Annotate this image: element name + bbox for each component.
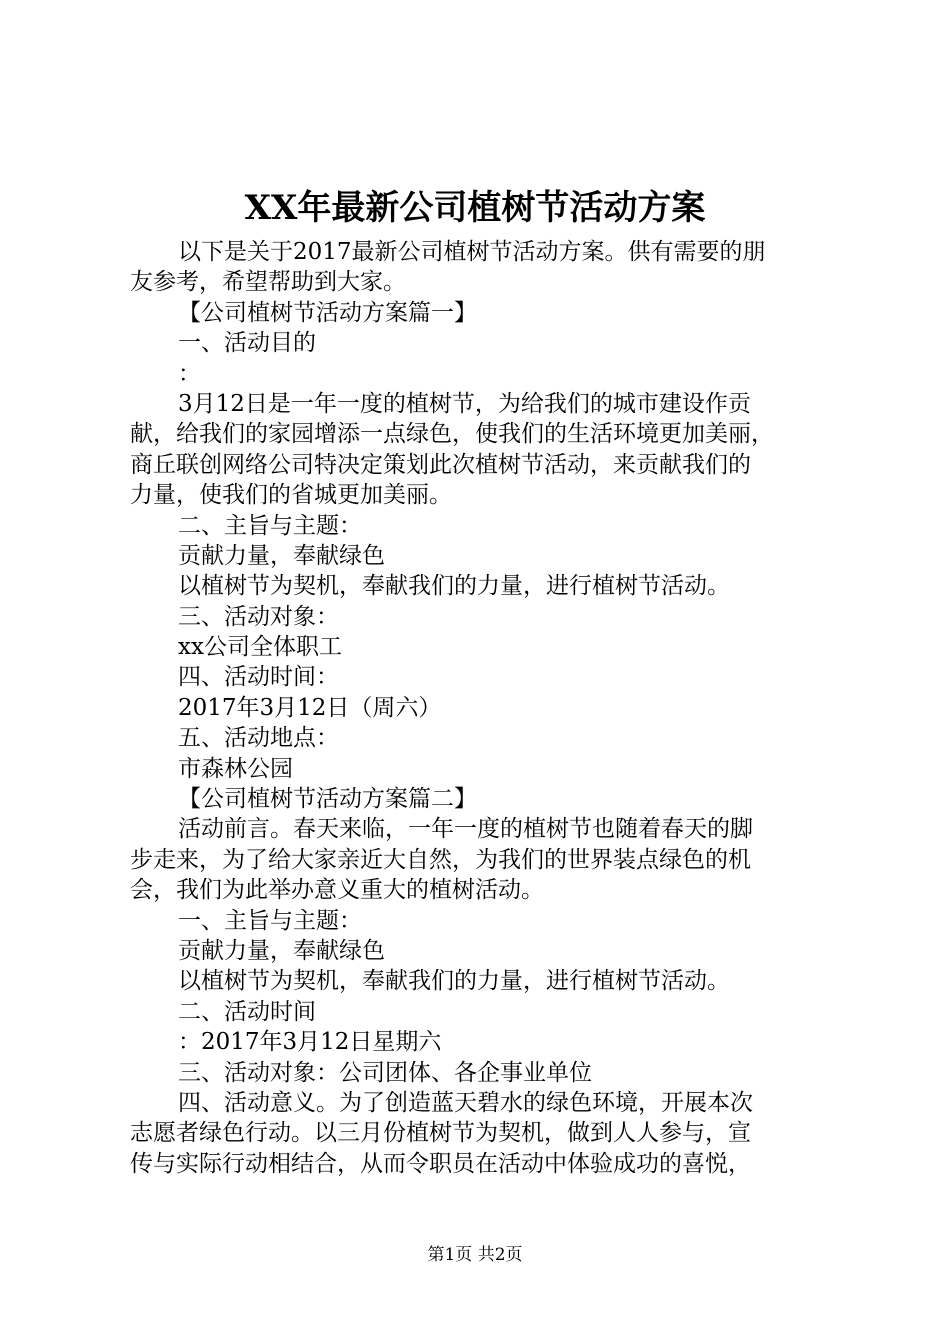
text-line: 3月12日是一年一度的植树节，为给我们的城市建设作贡: [178, 390, 751, 417]
text-line: 力量，使我们的省城更加美丽。: [130, 482, 452, 509]
page-footer: 第1页 共2页: [427, 1245, 523, 1265]
text-line: 以植树节为契机，奉献我们的力量，进行植树节活动。: [178, 573, 730, 600]
text-line: 二、主旨与主题：: [178, 512, 362, 539]
text-line: 【公司植树节活动方案篇一】: [178, 299, 477, 326]
text-line: 五、活动地点：: [178, 725, 339, 752]
text-line: 【公司植树节活动方案篇二】: [178, 786, 477, 813]
text-line: 三、活动对象：公司团体、各企事业单位: [178, 1059, 592, 1086]
text-line: 以下是关于2017最新公司植树节活动方案。供有需要的朋: [178, 239, 766, 265]
text-line: 四、活动意义。为了创造蓝天碧水的绿色环境，开展本次: [178, 1089, 753, 1116]
text-line: 会，我们为此举办意义重大的植树活动。: [130, 877, 544, 904]
text-line: 一、主旨与主题：: [178, 907, 362, 934]
text-line: 二、活动时间: [178, 998, 316, 1025]
text-line: 一、活动目的: [178, 330, 316, 357]
text-line: 以植树节为契机，奉献我们的力量，进行植树节活动。: [178, 968, 730, 995]
text-line: 志愿者绿色行动。以三月份植树节为契机，做到人人参与，宣: [130, 1120, 751, 1147]
text-line: 商丘联创网络公司特决定策划此次植树节活动，来贡献我们的: [130, 451, 751, 478]
text-line: 步走来，为了给大家亲近大自然，为我们的世界装点绿色的机: [130, 846, 751, 873]
document-title: XX年最新公司植树节活动方案: [244, 188, 706, 228]
text-line: 贡献力量，奉献绿色: [178, 937, 385, 964]
text-line: 活动前言。春天来临，一年一度的植树节也随着春天的脚: [178, 816, 753, 843]
text-line: 四、活动时间：: [178, 664, 339, 691]
text-line: 三、活动对象：: [178, 603, 339, 630]
text-line: 献，给我们的家园增添一点绿色，使我们的生活环境更加美丽，: [130, 421, 774, 448]
text-line: ：: [178, 360, 201, 387]
text-line: 市森林公园: [178, 755, 293, 782]
text-line: xx公司全体职工: [178, 634, 342, 661]
text-line: 2017年3月12日（周六）: [178, 694, 442, 721]
text-line: 传与实际行动相结合，从而令职员在活动中体验成功的喜悦，: [130, 1150, 751, 1177]
text-line: 友参考，希望帮助到大家。: [130, 269, 406, 296]
text-line: ：2017年3月12日星期六: [178, 1029, 442, 1056]
document-body: [130, 237, 830, 1179]
text-line: 贡献力量，奉献绿色: [178, 542, 385, 569]
